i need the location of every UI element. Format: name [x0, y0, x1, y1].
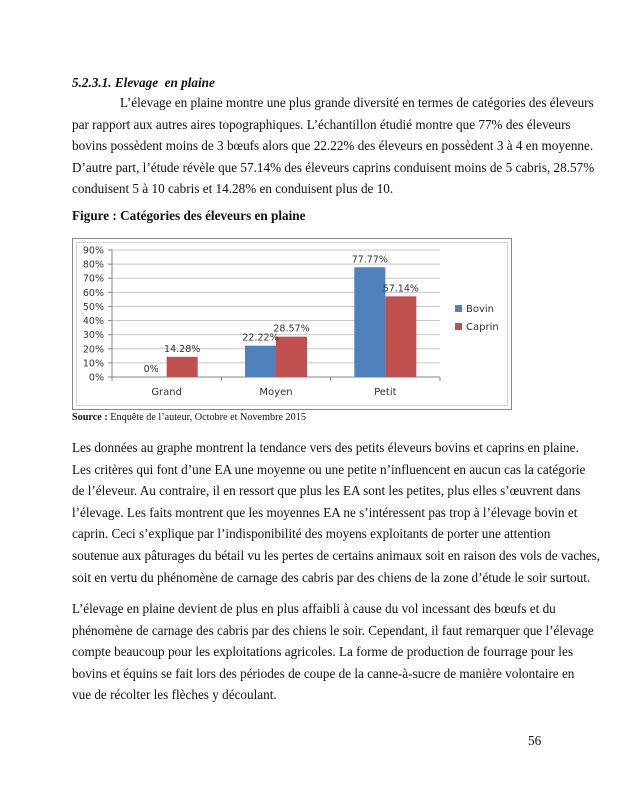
figure-source	[72, 412, 306, 423]
legend-label-caprin: Caprin	[466, 322, 499, 333]
data-label: 22.22%	[242, 332, 279, 344]
paragraph-line: bovins possèdent moins de 3 bœufs alors que 22.22% des éleveurs en possèdent 3 à 4 en moyenne.	[72, 138, 594, 154]
data-label: 57.14%	[382, 283, 419, 295]
paragraph-line: compte beaucoup pour les exploitations agricoles. La forme de production de fourrage pour les	[72, 644, 573, 660]
paragraph-line: bovins et équins se fait lors des périodes de coupe de la canne-à-sucre de manière volontaire en	[72, 665, 575, 681]
y-tick-label: 10%	[82, 358, 104, 370]
bar-caprin-moyen	[276, 337, 307, 377]
page-number: 56	[528, 733, 542, 748]
legend-swatch-caprin	[455, 323, 462, 330]
y-tick-label: 40%	[82, 316, 104, 328]
legend-label-bovin: Bovin	[466, 304, 495, 315]
y-tick-label: 50%	[82, 301, 104, 313]
x-tick-label: Moyen	[259, 387, 293, 398]
y-tick-label: 80%	[82, 259, 104, 271]
y-tick-label: 70%	[82, 273, 104, 285]
y-tick-label: 0%	[88, 372, 104, 384]
paragraph-line: Les données au graphe montrent la tendance vers des petits éleveurs bovins et caprins en plaine.	[72, 440, 579, 455]
section-heading: 5.2.3.1. Elevage en plaine	[72, 75, 215, 90]
paragraph-line: vue de récolter les flèches y découlant.	[72, 687, 277, 703]
data-label: 77.77%	[351, 254, 388, 266]
y-tick-label: 30%	[82, 330, 104, 342]
x-axis-ticks	[112, 377, 440, 398]
paragraph-line: D’autre part, l’étude révèle que 57.14% des éleveurs caprins conduisent moins de 5 cabris, 28.57%	[72, 159, 595, 175]
paragraph-intro	[72, 92, 595, 200]
paragraph-line: L’élevage en plaine devient de plus en plus affaibli à cause du vol incessant des bœufs et du	[72, 601, 556, 616]
paragraph-line: par rapport aux autres aires topographiques. L’échantillon étudié montre que 77% des éleveurs	[72, 116, 571, 132]
paragraph-line: conduisent 5 à 10 cabris et 14.28% en conduisent plus de 10.	[72, 181, 394, 197]
bar-caprin-grand	[167, 357, 198, 377]
y-axis-ticks	[83, 246, 112, 384]
bars	[167, 267, 417, 377]
x-tick-label: Grand	[151, 387, 183, 398]
y-tick-label: 60%	[82, 287, 104, 299]
paragraph-line: phénomène de carnage des cabris par des chiens le soir. Cependant, il faut remarquer que l’élevage	[72, 622, 594, 638]
bar-bovin-petit	[354, 267, 385, 377]
paragraph-line: L’élevage en plaine montre une plus grande diversité en termes de catégories des éleveurs	[120, 95, 594, 110]
bar-chart	[72, 238, 512, 410]
paragraph-conclusion	[72, 598, 594, 706]
y-tick-label: 90%	[82, 245, 104, 257]
source-text: Enquête de l’auteur, Octobre et Novembre 2015	[107, 412, 306, 423]
paragraph-line: soit en vertu du phénomène de carnage des cabris par des chiens de la zone d’étude le soir surtout.	[72, 569, 591, 585]
paragraph-line: soutenue aux pâturages du bétail vu les pertes de certains animaux soit en raison des vols de vaches,	[72, 547, 601, 563]
chart-frame	[72, 238, 512, 410]
legend-swatch-bovin	[455, 305, 462, 312]
data-label: 28.57%	[273, 323, 310, 335]
paragraph-line: Les critères qui font d’une EA une moyenne ou une petite n’influencent en aucun cas la catégorie	[72, 461, 586, 477]
paragraph-analysis	[72, 437, 601, 588]
paragraph-line: caprin. Ceci s’explique par l’indisponibilité des moyens exploitants de porter une attention	[72, 526, 551, 542]
chart-legend	[455, 304, 499, 333]
bar-bovin-moyen	[245, 346, 276, 377]
data-label: 14.28%	[164, 343, 201, 355]
figure-title: Figure : Catégories des éleveurs en plaine	[72, 208, 306, 223]
y-tick-label: 20%	[82, 344, 104, 356]
paragraph-line: de l’éleveur. Au contraire, il en ressort que plus les EA sont les petites, plus elles s’œuvrent dans	[72, 483, 581, 499]
data-label: 0%	[143, 364, 159, 375]
source-label: Source :	[72, 412, 108, 423]
bar-caprin-petit	[385, 296, 416, 377]
x-tick-label: Petit	[374, 387, 397, 398]
paragraph-line: l’élevage. Les faits montrent que les moyennes EA ne s’intéressent pas trop à l’élevage bovin et	[72, 504, 578, 520]
